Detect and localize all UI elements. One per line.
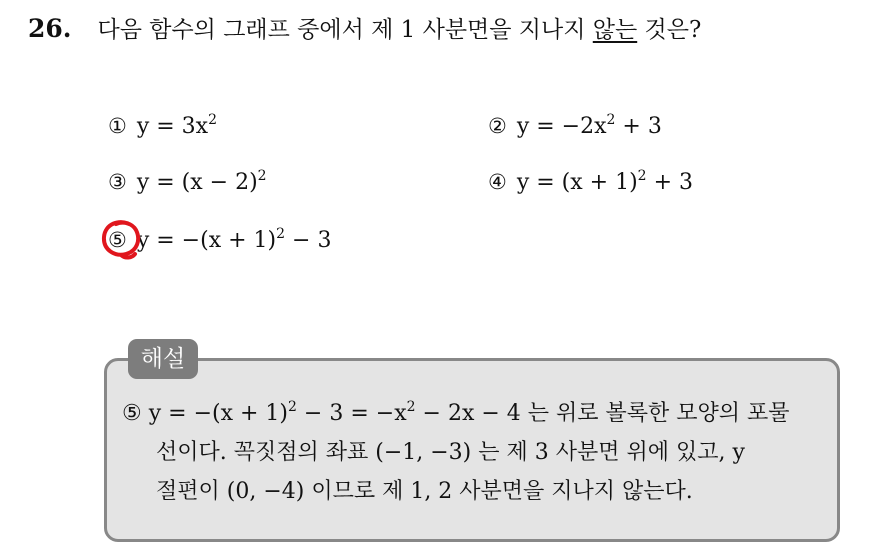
choice-2-lhs: y = −2x bbox=[516, 114, 607, 139]
choice-4-lhs: y = (x + 1) bbox=[516, 170, 638, 195]
choice-1-number: ① bbox=[108, 114, 127, 138]
choice-5-lhs: y = −(x + 1) bbox=[136, 228, 277, 253]
answer-circle-mark-icon bbox=[99, 216, 145, 260]
choice-1-lhs: y = 3x bbox=[136, 114, 209, 139]
choice-4-rest: + 3 bbox=[646, 170, 694, 195]
solution-line-1-c: − 2x − 4 는 위로 볼록한 모양의 포물 bbox=[415, 401, 790, 426]
question-body: 다음 함수의 그래프 중에서 제 1 사분면을 지나지 bbox=[97, 17, 586, 43]
solution-line-1-b: − 3 = −x bbox=[296, 401, 407, 426]
choice-3-lhs: y = (x − 2) bbox=[136, 170, 258, 195]
choice-4[interactable] bbox=[488, 168, 693, 197]
solution-line-1-exp1: 2 bbox=[288, 399, 297, 415]
solution-line-1-a: ⑤ y = −(x + 1) bbox=[122, 401, 288, 426]
choice-3-exponent: 2 bbox=[257, 168, 267, 184]
question-end: 것은? bbox=[644, 17, 702, 43]
choice-5-rest: − 3 bbox=[285, 228, 332, 253]
choice-3-number: ③ bbox=[108, 170, 127, 194]
choice-2-rest: + 3 bbox=[615, 114, 662, 139]
choice-1-exponent: 2 bbox=[208, 112, 218, 128]
question-number: 26. bbox=[28, 14, 72, 43]
solution-line-3: 절편이 (0, −4) 이므로 제 1, 2 사분면을 지나지 않는다. bbox=[156, 479, 693, 504]
choice-2[interactable] bbox=[488, 112, 662, 141]
choice-5-exponent: 2 bbox=[276, 226, 286, 242]
choice-1[interactable] bbox=[108, 112, 217, 141]
choice-2-number: ② bbox=[488, 114, 507, 138]
question-underlined-word: 않는 bbox=[592, 17, 638, 43]
choice-4-number: ④ bbox=[488, 170, 507, 194]
solution-line-1 bbox=[122, 400, 790, 428]
solution-line-1-exp2: 2 bbox=[406, 399, 416, 415]
solution-label: 해설 bbox=[128, 339, 198, 379]
solution-line-2: 선이다. 꼭짓점의 좌표 (−1, −3) 는 제 3 사분면 위에 있고, y bbox=[156, 440, 745, 465]
choice-4-exponent: 2 bbox=[637, 168, 647, 184]
choice-5-number: ⑤ bbox=[108, 228, 127, 252]
question-text bbox=[28, 14, 701, 45]
choice-2-exponent: 2 bbox=[606, 112, 616, 128]
choice-3[interactable] bbox=[108, 168, 267, 197]
